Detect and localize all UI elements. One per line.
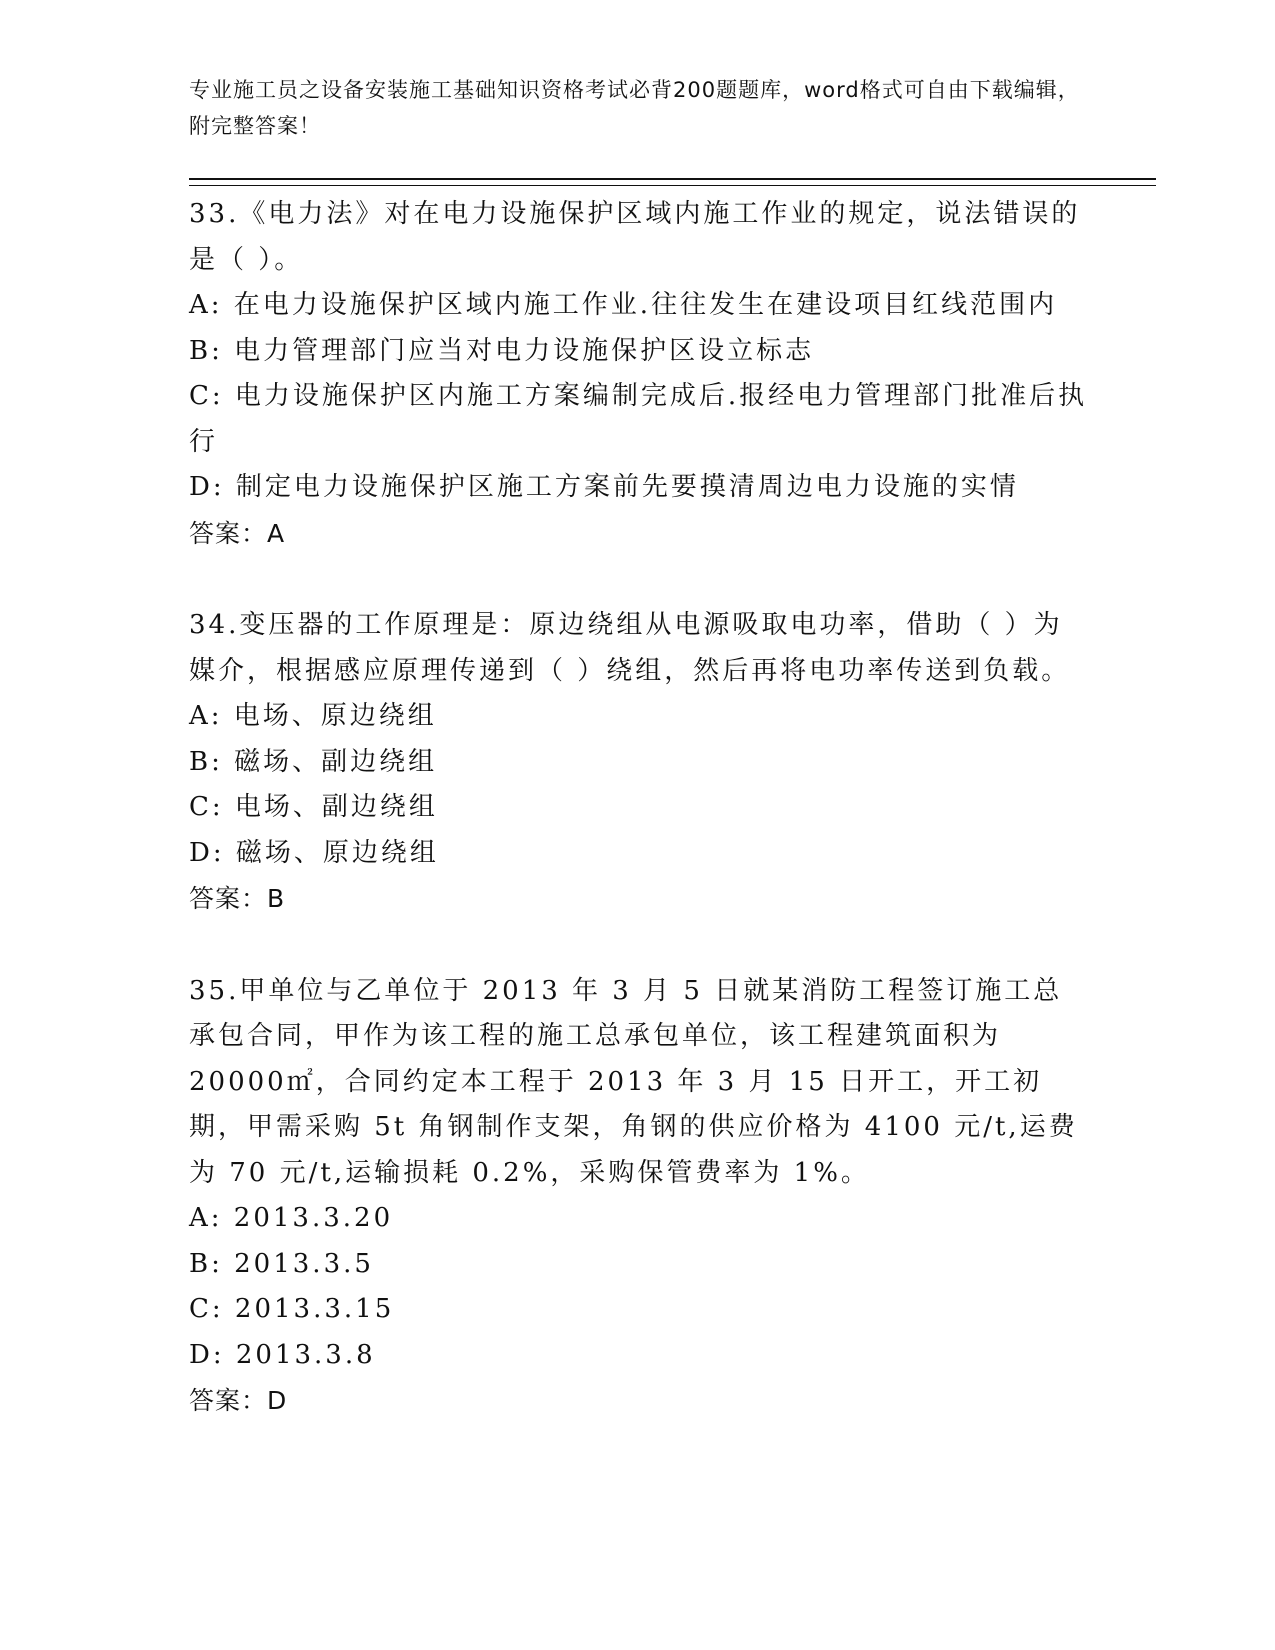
- header-divider-thick: [189, 178, 1156, 180]
- question-stem: 34.变压器的工作原理是：原边绕组从电源吸取电功率，借助（ ）为媒介，根据感应原理传递到（ ）绕组，然后再将电功率传送到负载。: [189, 610, 1071, 686]
- question-stem: 33.《电力法》对在电力设施保护区域内施工作业的规定，说法错误的是（ ）。: [189, 199, 1081, 275]
- question-stem: 35.甲单位与乙单位于 2013 年 3 月 5 日就某消防工程签订施工总承包合同，甲作为该工程的施工总承包单位，该工程建筑面积为 20000㎡，合同约定本工程于 2013 年 3 月 15 日开工，开工初期，甲需采购 5t 角钢制作支架，角钢的供应价格为 4100 元/t,运费为 70 元/t,运输损耗 0.2%，采购保管费率为 1%。: [189, 975, 1078, 1188]
- answer: 答案：A: [189, 518, 286, 548]
- option-a: A: 在电力设施保护区域内施工作业.往往发生在建设项目红线范围内: [189, 290, 1058, 320]
- option-c: C: 2013.3.15: [189, 1294, 395, 1324]
- answer: 答案：D: [189, 1386, 288, 1415]
- option-d: D: 制定电力设施保护区施工方案前先要摸清周边电力设施的实情: [189, 472, 1019, 502]
- answer: 答案：B: [189, 884, 286, 913]
- header-divider-thin: [189, 185, 1156, 186]
- question-list: [189, 192, 1089, 1471]
- option-a: A: 2013.3.20: [189, 1203, 394, 1233]
- document-header: 专业施工员之设备安装施工基础知识资格考试必背200题题库，word格式可自由下载编辑，附完整答案！: [189, 78, 1080, 138]
- option-c: C: 电场、副边绕组: [189, 792, 438, 822]
- option-d: D: 2013.3.8: [189, 1339, 376, 1370]
- option-a: A: 电场、原边绕组: [189, 701, 437, 731]
- question-33: [189, 192, 1089, 556]
- question-34: [189, 603, 1089, 922]
- option-d: D: 磁场、原边绕组: [189, 837, 439, 868]
- option-c: C: 电力设施保护区内施工方案编制完成后.报经电力管理部门批准后执行: [189, 381, 1088, 457]
- option-b: B: 电力管理部门应当对电力设施保护区设立标志: [189, 335, 815, 366]
- option-b: B: 2013.3.5: [189, 1248, 374, 1279]
- option-b: B: 磁场、副边绕组: [189, 746, 438, 777]
- question-35: [189, 969, 1089, 1424]
